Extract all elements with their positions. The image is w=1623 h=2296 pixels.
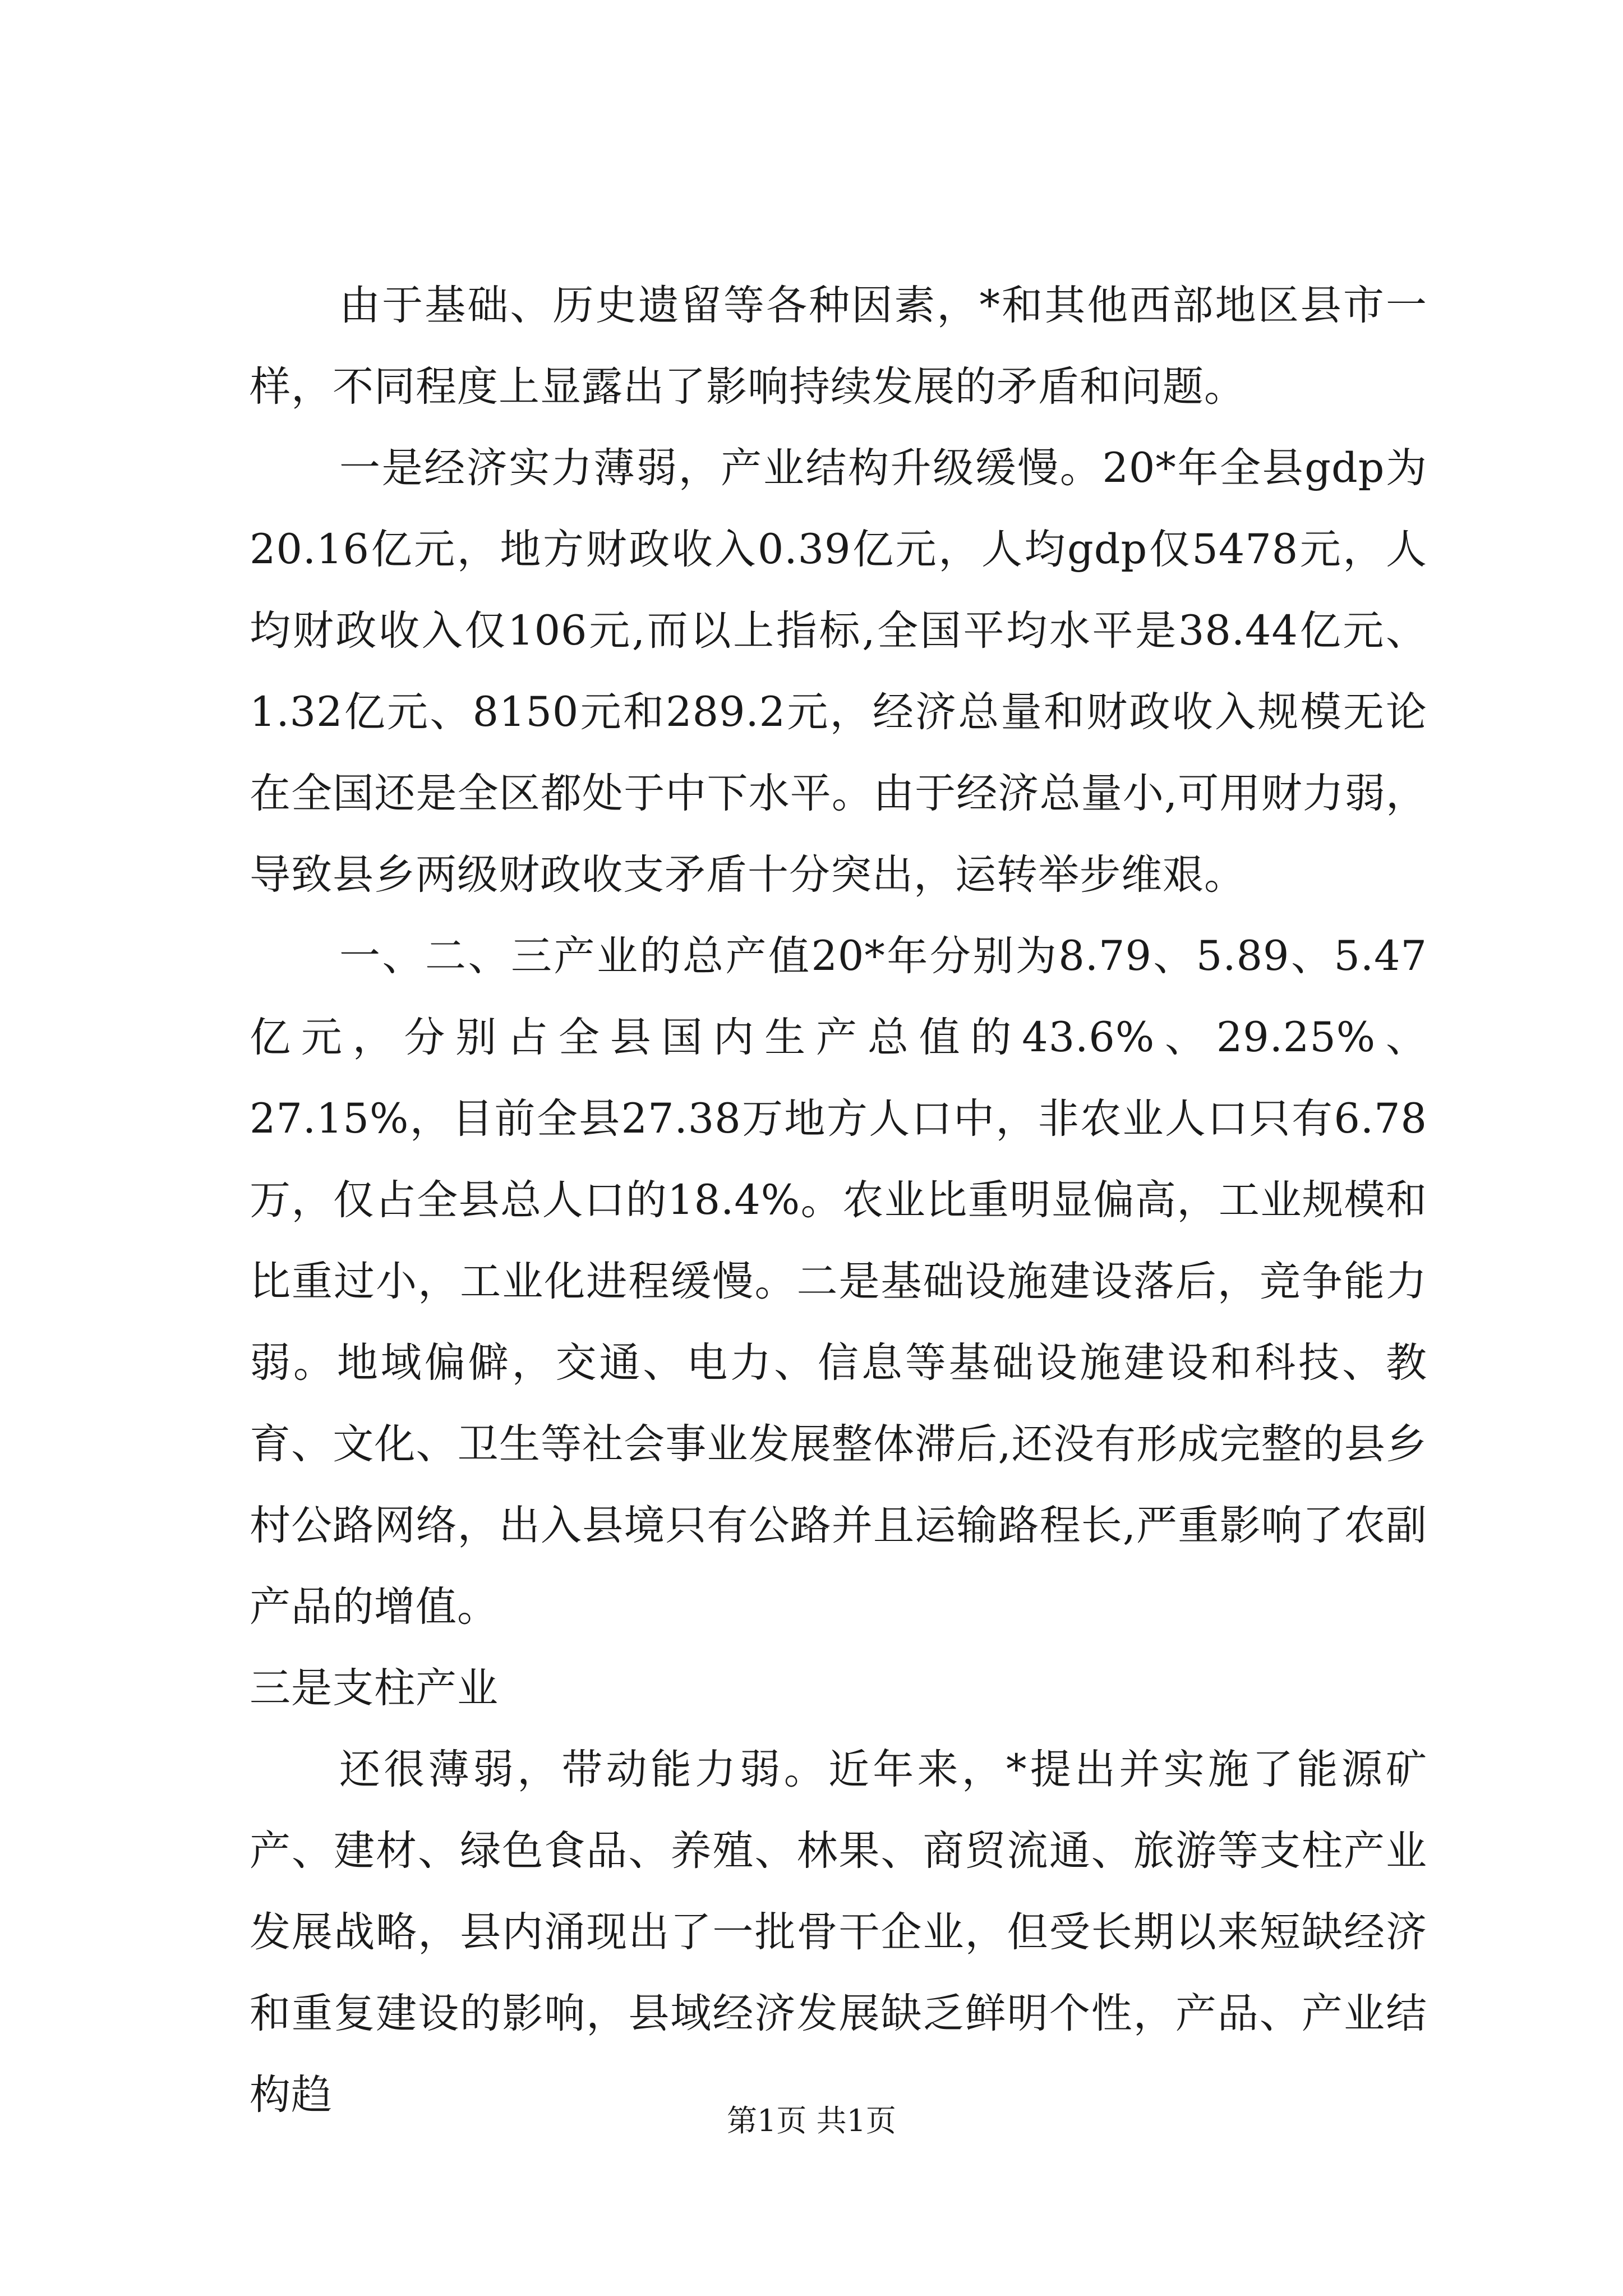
- body-text: [250, 265, 1427, 2136]
- paragraph-intro: 由于基础、历史遗留等各种因素，*和其他西部地区县市一样，不同程度上显露出了影响持续发展的矛盾和问题。: [250, 282, 1427, 411]
- paragraph-pillar: 还很薄弱，带动能力弱。近年来，*提出并实施了能源矿产、建材、绿色食品、养殖、林果、商贸流通、旅游等支柱产业发展战略，县内涌现出了一批骨干企业，但受长期以来短缺经济和重复建设的影响，县域经济发展缺乏鲜明个性，产品、产业结构趋: [250, 1746, 1427, 2119]
- paragraph-economy: 一是经济实力薄弱，产业结构升级缓慢。20*年全县gdp为20.16亿元，地方财政收入0.39亿元，人均gdp仅5478元，人均财政收入仅106元,而以上指标,全国平均水平是38.44亿元、1.32亿元、8150元和289.2元，经济总量和财政收入规模无论在全国还是全区都处于中下水平。由于经济总量小,可用财力弱，导致县乡两级财政收支矛盾十分突出，运转举步维艰。: [250, 444, 1427, 899]
- paragraph-pillar-heading: 三是支柱产业: [250, 1664, 499, 1712]
- paragraph-industry: 一、二、三产业的总产值20*年分别为8.79、5.89、5.47亿元，分别占全县国内生产总值的43.6%、29.25%、27.15%，目前全县27.38万地方人口中，非农业人口只有6.78万，仅占全县总人口的18.4%。农业比重明显偏高，工业规模和比重过小，工业化进程缓慢。二是基础设施建设落后，竞争能力弱。地域偏僻，交通、电力、信息等基础设施建设和科技、教育、文化、卫生等社会事业发展整体滞后,还没有形成完整的县乡村公路网络，出入县境只有公路并且运输路程长,严重影响了农副产品的增值。: [250, 932, 1428, 1631]
- page-footer: 第1页 共1页: [727, 2103, 896, 2138]
